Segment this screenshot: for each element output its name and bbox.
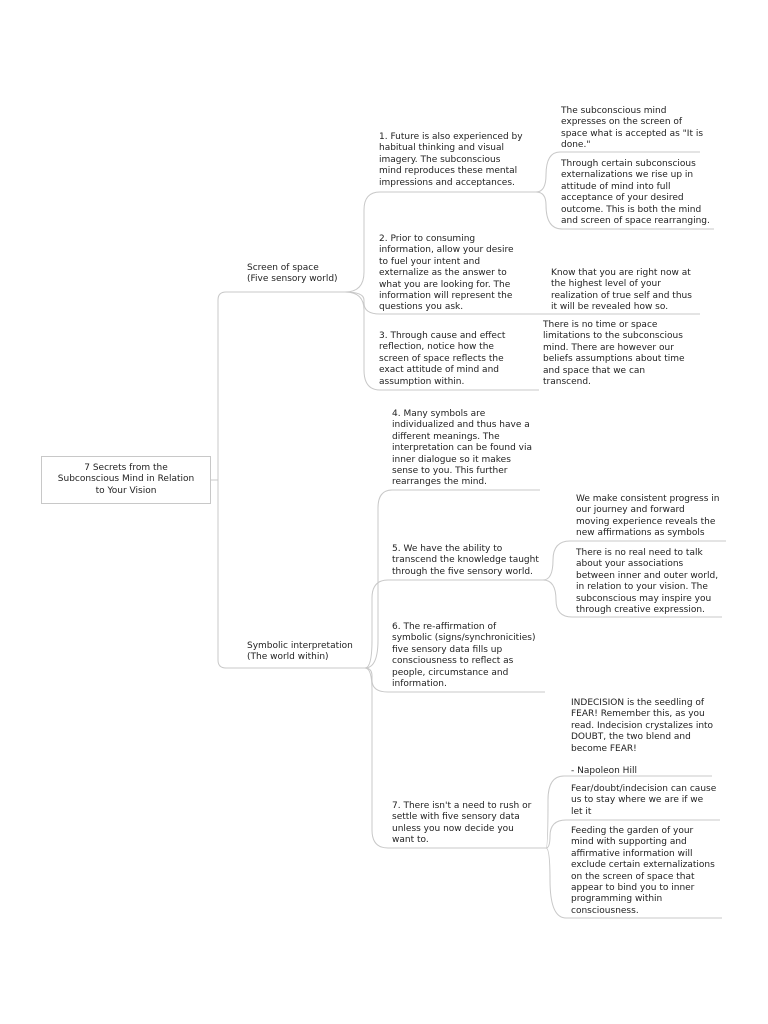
child-node-6[interactable]: 6. The re-affirmation of symbolic (signs/synchronicities) five sensory data fills up consciousness to reflect as people, circumstance and information. xyxy=(392,622,536,690)
child-node-7[interactable]: 7. There isn't a need to rush or settle with five sensory data unless you now decide you want to. xyxy=(392,801,532,846)
note-5a[interactable]: We make consistent progress in our journey and forward moving experience reveals the new affirmations as symbols xyxy=(576,494,720,539)
note-1b[interactable]: Through certain subconscious externalizations we rise up in attitude of mind into full acceptance of your desired outcome. This is both the mind and screen of space rearranging. xyxy=(561,159,710,227)
note-1a[interactable]: The subconscious mind expresses on the screen of space what is accepted as "It is done." xyxy=(561,106,704,151)
child-node-2[interactable]: 2. Prior to consuming information, allow your desire to fuel your intent and externalize as the answer to what you are looking for. The information will represent the questions you ask. xyxy=(379,234,514,313)
child-node-3[interactable]: 3. Through cause and effect reflection, notice how the screen of space reflects the exact attitude of mind and assumption within. xyxy=(379,331,506,387)
note-3[interactable]: There is no time or space limitations to the subconscious mind. There are however our beliefs assumptions about time and space that we can transcend. xyxy=(543,320,685,388)
branch-symbolic-interpretation[interactable]: Symbolic interpretation (The world within) xyxy=(247,641,353,663)
connector-root-symbolic xyxy=(218,480,365,668)
child-node-4[interactable]: 4. Many symbols are individualized and thus have a different meanings. The interpretation can be found via inner dialogue so it makes sense to you. This further rearranges the mind. xyxy=(392,409,533,488)
note-7b[interactable]: Fear/doubt/indecision can cause us to stay where we are if we let it xyxy=(571,784,717,817)
note-7c[interactable]: Feeding the garden of your mind with supporting and affirmative information will exclude certain externalizations on the screen of space that appear to bind you to inner programming within consciousness. xyxy=(571,826,715,916)
child-node-1[interactable]: 1. Future is also experienced by habitual thinking and visual imagery. The subconscious mind reproduces these mental impressions and acceptances. xyxy=(379,132,523,188)
root-node[interactable] xyxy=(41,456,211,504)
note-7a[interactable]: INDECISION is the seedling of FEAR! Remember this, as you read. Indecision crystalizes into DOUBT, the two blend and become FEAR! - Napoleon Hill xyxy=(571,698,714,777)
connector-root-screen xyxy=(211,292,345,480)
note-2[interactable]: Know that you are right now at the highest level of your realization of true self and thus it will be revealed how so. xyxy=(551,268,692,313)
branch-screen-of-space[interactable]: Screen of space (Five sensory world) xyxy=(247,263,338,285)
child-node-5[interactable]: 5. We have the ability to transcend the knowledge taught through the five sensory world. xyxy=(392,544,539,577)
note-5b[interactable]: There is no real need to talk about your associations between inner and outer world, in relation to your vision. The subconscious may inspire you through creative expression. xyxy=(576,548,719,616)
root-label: 7 Secrets from the Subconscious Mind in Relation to Your Vision xyxy=(57,462,195,496)
